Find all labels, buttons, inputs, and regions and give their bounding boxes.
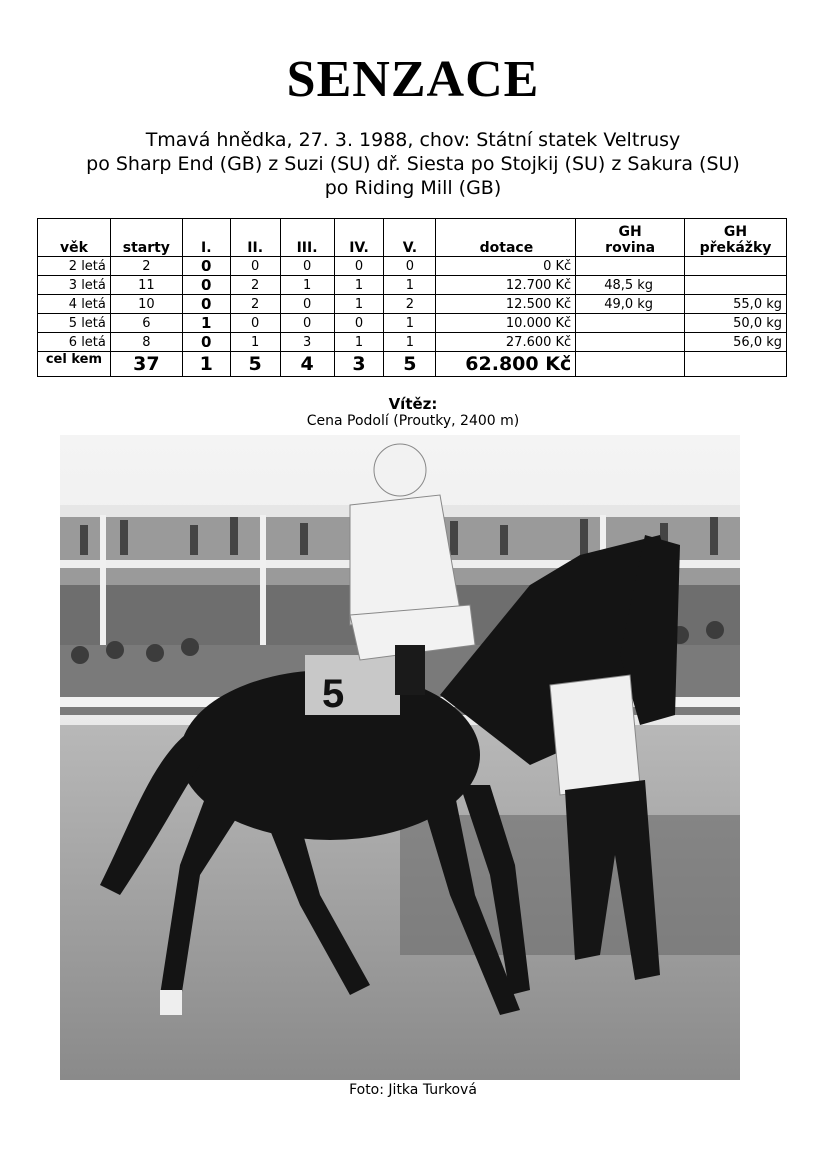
header-starts: starty — [110, 219, 182, 257]
total-starts: 37 — [110, 352, 182, 377]
cell-p3: 0 — [280, 314, 334, 333]
cell-age: 5 letá — [38, 314, 111, 333]
total-p3: 4 — [280, 352, 334, 377]
cell-gh-flat: 48,5 kg — [576, 276, 685, 295]
horse-photo-illustration — [60, 435, 740, 1080]
cell-p1: 0 — [182, 333, 230, 352]
cell-starts: 8 — [110, 333, 182, 352]
cell-p5: 1 — [384, 276, 436, 295]
cell-p4: 0 — [334, 257, 384, 276]
cell-starts: 2 — [110, 257, 182, 276]
cell-p5: 0 — [384, 257, 436, 276]
header-gh-jump — [685, 219, 787, 257]
table-header-row — [38, 219, 787, 257]
cell-p5: 2 — [384, 295, 436, 314]
subtitle-line-3: po Riding Mill (GB) — [324, 177, 502, 199]
cell-p2: 2 — [230, 295, 280, 314]
saddle-number: 5 — [322, 672, 345, 716]
header-p5: V. — [384, 219, 436, 257]
cell-p3: 0 — [280, 295, 334, 314]
cell-p3: 1 — [280, 276, 334, 295]
total-p4: 3 — [334, 352, 384, 377]
total-p5: 5 — [384, 352, 436, 377]
cell-p4: 1 — [334, 295, 384, 314]
cell-age: 2 letá — [38, 257, 111, 276]
cell-prize: 12.500 Kč — [436, 295, 576, 314]
cell-p4: 0 — [334, 314, 384, 333]
table-total-row — [38, 352, 787, 377]
total-gh-jump — [685, 352, 787, 377]
cell-p3: 3 — [280, 333, 334, 352]
cell-prize: 27.600 Kč — [436, 333, 576, 352]
header-gh-jump-line1: GH — [723, 224, 748, 240]
total-label: cel kem — [38, 352, 111, 377]
cell-prize: 0 Kč — [436, 257, 576, 276]
cell-p1: 0 — [182, 276, 230, 295]
winner-label: Vítěz: — [388, 395, 438, 413]
cell-gh-flat — [576, 314, 685, 333]
cell-p1: 1 — [182, 314, 230, 333]
header-gh-jump-line2: překážky — [699, 240, 772, 256]
header-p1: I. — [182, 219, 230, 257]
header-prize: dotace — [436, 219, 576, 257]
cell-p4: 1 — [334, 276, 384, 295]
cell-p2: 0 — [230, 257, 280, 276]
page-title: SENZACE — [286, 51, 540, 108]
cell-age: 6 letá — [38, 333, 111, 352]
cell-starts: 6 — [110, 314, 182, 333]
total-prize: 62.800 Kč — [436, 352, 576, 377]
cell-gh-jump: 55,0 kg — [685, 295, 787, 314]
cell-gh-flat — [576, 333, 685, 352]
cell-age: 3 letá — [38, 276, 111, 295]
table-row — [38, 295, 787, 314]
race-record-table — [37, 218, 787, 377]
cell-prize: 12.700 Kč — [436, 276, 576, 295]
cell-p1: 0 — [182, 257, 230, 276]
cell-starts: 10 — [110, 295, 182, 314]
cell-starts: 11 — [110, 276, 182, 295]
subtitle-line-2: po Sharp End (GB) z Suzi (SU) dř. Siesta po Stojkij (SU) z Sakura (SU) — [86, 153, 740, 175]
cell-p1: 0 — [182, 295, 230, 314]
cell-gh-flat — [576, 257, 685, 276]
photo-caption: Foto: Jitka Turková — [349, 1082, 477, 1098]
cell-gh-flat: 49,0 kg — [576, 295, 685, 314]
cell-gh-jump — [685, 257, 787, 276]
header-p4: IV. — [334, 219, 384, 257]
cell-prize: 10.000 Kč — [436, 314, 576, 333]
cell-p3: 0 — [280, 257, 334, 276]
total-p1: 1 — [182, 352, 230, 377]
table-row — [38, 314, 787, 333]
subtitle-line-1: Tmavá hnědka, 27. 3. 1988, chov: Státní statek Veltrusy — [145, 129, 681, 151]
cell-age: 4 letá — [38, 295, 111, 314]
cell-p5: 1 — [384, 314, 436, 333]
header-p2: II. — [230, 219, 280, 257]
total-p2: 5 — [230, 352, 280, 377]
header-p3: III. — [280, 219, 334, 257]
cell-gh-jump: 50,0 kg — [685, 314, 787, 333]
total-gh-flat — [576, 352, 685, 377]
cell-p5: 1 — [384, 333, 436, 352]
header-gh-flat-line1: GH — [618, 224, 642, 240]
cell-p2: 1 — [230, 333, 280, 352]
header-age: věk — [38, 219, 111, 257]
header-gh-flat — [576, 219, 685, 257]
table-row — [38, 333, 787, 352]
cell-gh-jump: 56,0 kg — [685, 333, 787, 352]
header-gh-flat-line2: rovina — [605, 240, 656, 256]
cell-gh-jump — [685, 276, 787, 295]
table-row — [38, 257, 787, 276]
table-row — [38, 276, 787, 295]
cell-p2: 2 — [230, 276, 280, 295]
cell-p2: 0 — [230, 314, 280, 333]
winner-race: Cena Podolí (Proutky, 2400 m) — [306, 413, 520, 429]
cell-p4: 1 — [334, 333, 384, 352]
horse-photo — [60, 435, 740, 1080]
